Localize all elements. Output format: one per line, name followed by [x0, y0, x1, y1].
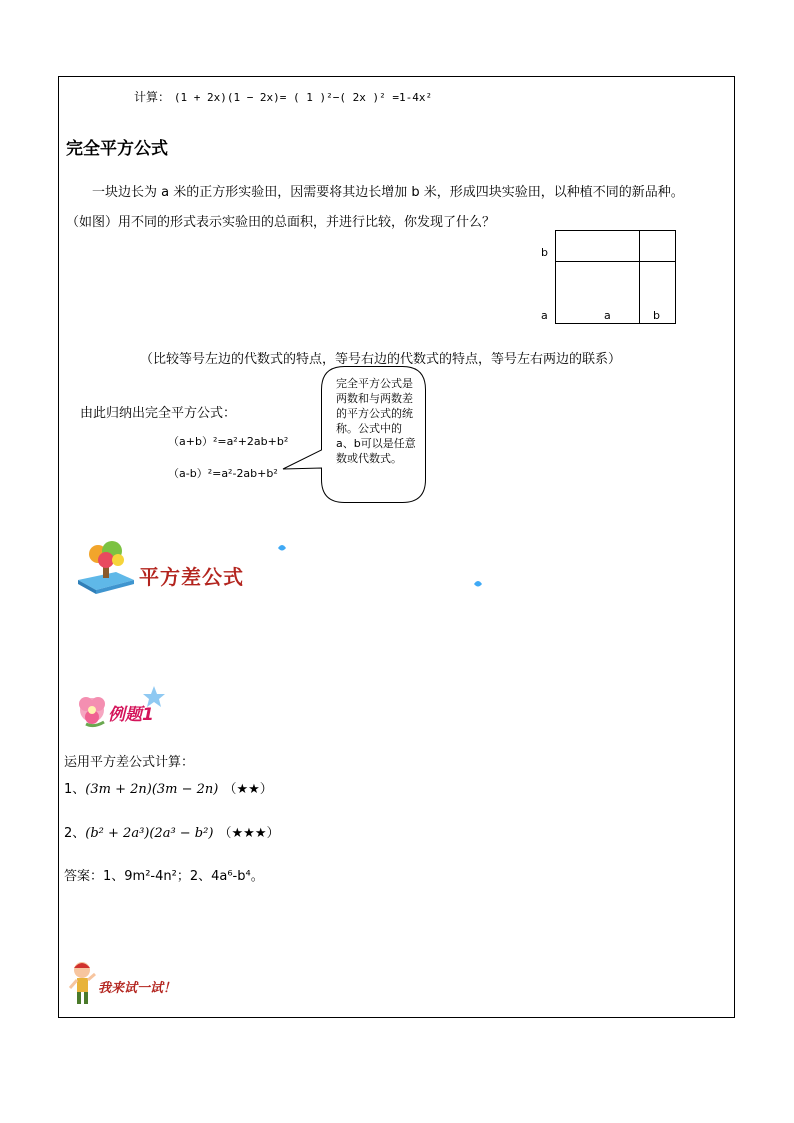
section-title-perfect-square: 完全平方公式 [66, 139, 168, 159]
blue-drop-icon [276, 542, 288, 554]
formula-sum-square: （a+b）²=a²+2ab+b² [168, 435, 289, 448]
question-2-number: 2、 [64, 826, 86, 841]
question-2-expression: (b² + 2a³)(2a³ − b²) [85, 826, 214, 841]
question-1-number: 1、 [64, 782, 86, 797]
book-tree-icon [76, 540, 136, 594]
try-it-label: 我来试一试！ [98, 981, 177, 996]
problem-paragraph-line1: 一块边长为 a 米的正方形实验田，因需要将其边长增加 b 米，形成四块实验田，以种植不同的新品种。 [92, 185, 684, 200]
figure-label-left-a: a [541, 309, 548, 322]
question-2-difficulty: （★★★） [218, 826, 280, 841]
example-badge-label: 例题1 [108, 705, 154, 725]
banner-difference-of-squares: 平方差公式 [139, 565, 244, 589]
induce-text: 由此归纳出完全平方公式： [80, 406, 237, 421]
formula-diff-square: （a-b）²=a²-2ab+b² [168, 467, 278, 480]
question-1-expression: (3m + 2n)(3m − 2n) [85, 782, 219, 797]
figure-label-bottom-b: b [653, 309, 660, 322]
question-1 [64, 778, 273, 797]
problem-paragraph-line2: （如图）用不同的形式表示实验田的总面积，并进行比较，你发现了什么？ [66, 215, 496, 230]
answer-line: 答案：1、9m²-4n²；2、4a⁶-b⁴。 [64, 869, 264, 884]
callout-text: 完全平方公式是两数和与两数差的平方公式的统称。公式中的a、b可以是任意数或代数式。 [336, 377, 416, 465]
comparison-note: （比较等号左边的代数式的特点，等号右边的代数式的特点，等号左右两边的联系） [140, 352, 622, 367]
blue-drop-icon [472, 578, 484, 590]
calc-expression: (1 + 2x)(1 − 2x)= ( 1 )²−( 2x )² =1-4x² [173, 91, 433, 104]
figure-label-bottom-a: a [604, 309, 611, 322]
figure-label-left-b: b [541, 246, 548, 259]
question-1-difficulty: （★★） [223, 782, 273, 797]
exercise-intro: 运用平方差公式计算： [64, 755, 195, 770]
calc-label: 计算： [134, 90, 171, 104]
question-2 [64, 822, 279, 841]
cartoon-kid-icon [68, 960, 98, 1010]
calc-line [134, 88, 432, 105]
square-field-figure [536, 226, 686, 330]
